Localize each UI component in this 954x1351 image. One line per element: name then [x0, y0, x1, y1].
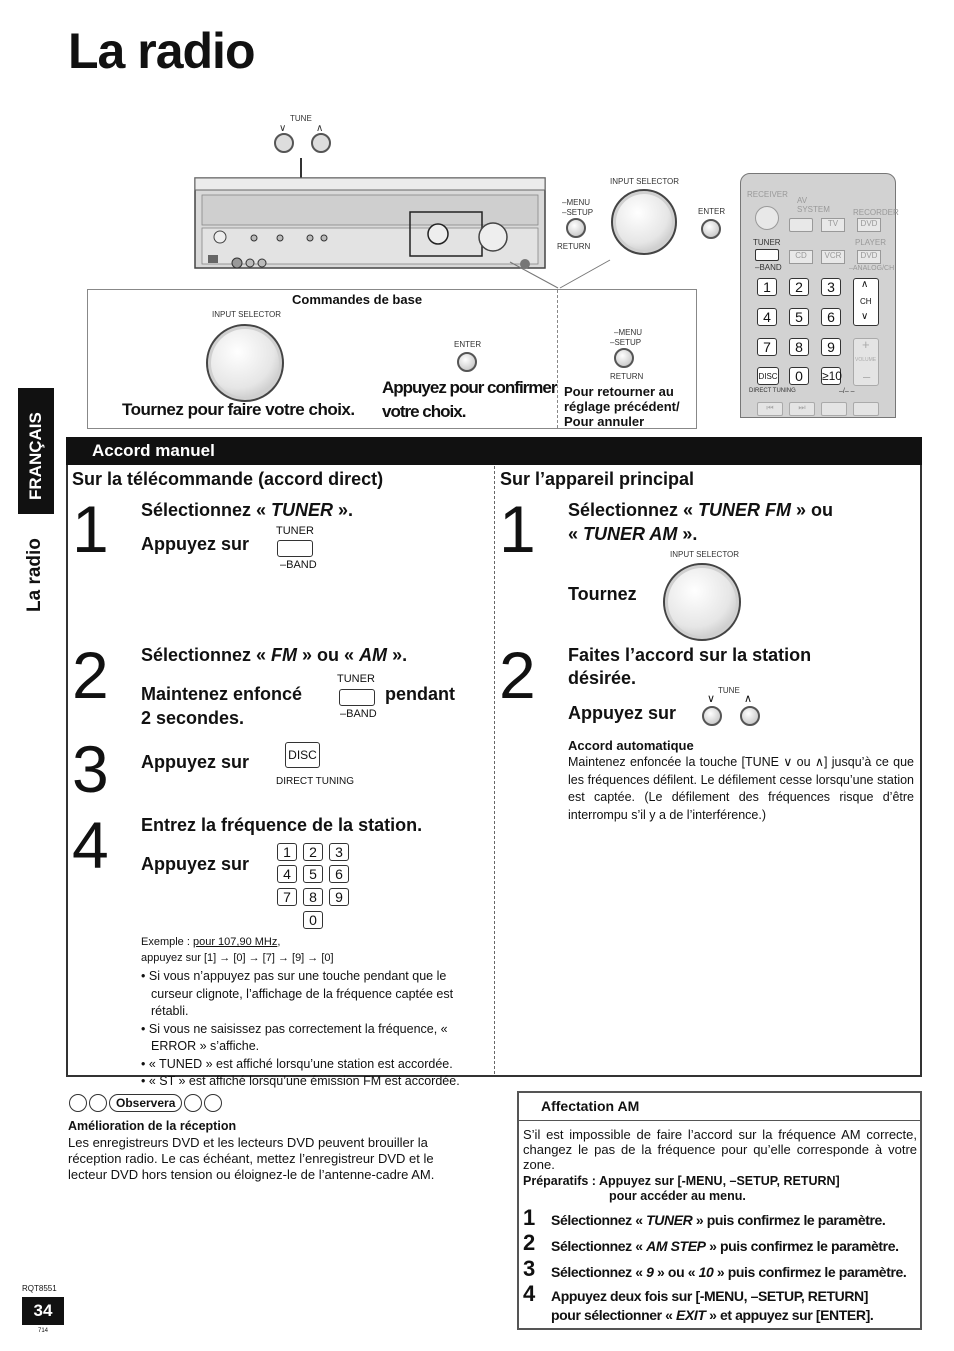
left-step4-number: 4	[72, 808, 109, 882]
remote-recorder-label: RECORDER	[853, 208, 899, 217]
left-step3-key-bottom: DIRECT TUNING	[276, 776, 354, 787]
remote-key-3[interactable]: 3	[821, 278, 841, 296]
circle-deco-icon	[184, 1094, 202, 1112]
remote-key-10[interactable]: ≥10	[822, 369, 842, 383]
left-step2-key-top: TUNER	[337, 673, 375, 685]
right-step2-line2: désirée.	[568, 668, 637, 688]
bc-enter-label: ENTER	[454, 340, 482, 349]
tune-down-icon: ∨	[707, 693, 716, 705]
tune-down-button[interactable]	[702, 706, 722, 726]
remote-disc-button[interactable]: DISC	[757, 367, 779, 385]
tune-up-button[interactable]	[740, 706, 760, 726]
bullet-4: • « ST » est affiché lorsqu’une émission FM est accordée.	[141, 1074, 460, 1088]
num-key-6[interactable]: 6	[329, 865, 349, 883]
skip-back-icon[interactable]: ⏮	[757, 402, 783, 416]
bc-menu-button[interactable]	[614, 348, 634, 368]
am-step1-text: Sélectionnez « TUNER » puis confirmez le paramètre.	[551, 1212, 886, 1228]
remote-cd-button[interactable]: CD	[789, 250, 813, 264]
bullet-1: • Si vous n’appuyez pas sur une touche pendant que le curseur clignote, l’affichage de la fréquence captée est rétabli.	[141, 969, 454, 1018]
top-setup-label: –SETUP	[562, 208, 594, 217]
manual-tuning-header	[66, 437, 922, 465]
num-key-2[interactable]: 2	[303, 843, 323, 861]
remote-volume-rocker[interactable]	[853, 338, 879, 386]
volume-up-icon: +	[862, 337, 870, 352]
top-return-label: RETURN	[557, 242, 591, 251]
left-step1-line2: Appuyez sur	[141, 534, 250, 554]
basic-controls-heading: Commandes de base	[292, 292, 423, 307]
num-key-5[interactable]: 5	[303, 865, 323, 883]
bullet-3: • « TUNED » est affiché lorsqu’une station est accordée.	[141, 1056, 453, 1071]
left-step3-number: 3	[72, 732, 109, 806]
left-heading: Sur la télécommande (accord direct)	[72, 469, 384, 489]
left-step1-number: 1	[72, 492, 109, 566]
page-title: La radio	[68, 23, 255, 79]
observe-badge	[69, 1094, 222, 1112]
bc-setup-label: –SETUP	[610, 338, 642, 347]
bc-turn-text: Tournez pour faire votre choix.	[122, 400, 355, 419]
footer-small: 714	[38, 1328, 49, 1334]
callout-lines	[480, 230, 650, 290]
right-step1-line3: Tournez	[568, 584, 637, 604]
remote-dash-label: –/– –	[839, 388, 855, 395]
remote-button-extra[interactable]	[821, 402, 847, 416]
bc-return-label: RETURN	[610, 372, 644, 381]
remote-receiver-label: RECEIVER	[747, 190, 788, 199]
am-step2-number: 2	[523, 1230, 536, 1255]
remote-button-extra2[interactable]	[853, 402, 879, 416]
right-heading: Sur l’appareil principal	[500, 469, 695, 489]
circle-deco-icon	[69, 1094, 87, 1112]
bc-menu-label: –MENU	[614, 328, 643, 337]
num-key-4[interactable]: 4	[277, 865, 297, 883]
av-power-button[interactable]	[789, 218, 813, 232]
right-step2-line3: Appuyez sur	[568, 703, 677, 723]
right-step2-tune-label: TUNE	[718, 686, 740, 695]
remote-tv-button[interactable]: TV	[821, 218, 845, 232]
sidebar-language-tab	[18, 388, 54, 514]
example-line1: Exemple : pour 107,90 MHz,	[141, 936, 281, 948]
remote-dvd2-button[interactable]: DVD	[857, 250, 881, 264]
tuner-band-key-2[interactable]	[339, 689, 375, 706]
left-step2-line2b: pendant	[385, 684, 455, 704]
tuner-band-key[interactable]	[277, 540, 313, 557]
remote-vcr-button[interactable]: VCR	[821, 250, 845, 264]
sidebar-section: La radio	[24, 538, 45, 612]
am-step3-text: Sélectionnez « 9 » ou « 10 » puis confirmez le paramètre.	[551, 1264, 907, 1280]
remote-key-1[interactable]: 1	[757, 278, 777, 296]
svg-text:∧: ∧	[316, 123, 324, 134]
remote-key-6[interactable]: 6	[821, 308, 841, 326]
am-step4-number: 4	[523, 1281, 536, 1306]
bc-input-selector-knob[interactable]	[206, 324, 284, 402]
remote-volume-label: VOLUME	[855, 357, 877, 363]
remote-direct-tuning-label: DIRECT TUNING	[749, 388, 796, 394]
remote-key-4[interactable]: 4	[757, 308, 777, 326]
tune-up-icon: ∧	[744, 693, 753, 705]
am-step4-line1: Appuyez deux fois sur [-MENU, –SETUP, RETURN]	[551, 1288, 869, 1304]
left-step4-line2: Appuyez sur	[141, 854, 250, 874]
left-step2-line1: Sélectionnez « FM » ou « AM ».	[141, 645, 408, 665]
volume-down-icon: –	[863, 369, 871, 384]
right-step2-number: 2	[499, 638, 536, 712]
left-step2-number: 2	[72, 638, 109, 712]
remote-key-5[interactable]: 5	[789, 308, 809, 326]
am-step2-text: Sélectionnez « AM STEP » puis confirmez le paramètre.	[551, 1238, 899, 1254]
am-prep: Préparatifs : Appuyez sur [-MENU, –SETUP, RETURN]	[523, 1174, 840, 1188]
footer-code: RQT8551	[22, 1284, 57, 1293]
top-input-selector-label: INPUT SELECTOR	[610, 177, 680, 186]
left-step3-line1: Appuyez sur	[141, 752, 250, 772]
top-enter-button[interactable]	[701, 219, 721, 239]
remote-tuner-button[interactable]	[755, 249, 779, 261]
right-step2-line1: Faites l’accord sur la station	[568, 645, 812, 665]
manual-divider	[494, 466, 495, 1074]
bc-divider	[557, 290, 558, 428]
tune-label: TUNE	[290, 114, 312, 123]
remote-key-7[interactable]: 7	[757, 338, 777, 356]
page-number: 34	[22, 1297, 64, 1325]
example-line2: appuyez sur [1] → [0] → [7] → [9] → [0]	[141, 952, 334, 964]
power-button[interactable]	[755, 206, 779, 230]
right-step1-line1: Sélectionnez « TUNER FM » ou	[568, 500, 834, 520]
observe-label: Observera	[109, 1094, 182, 1112]
num-key-0[interactable]: 0	[303, 911, 323, 929]
left-step2-line3: 2 secondes.	[141, 708, 245, 728]
sidebar-language: FRANÇAIS	[26, 412, 45, 500]
remote-dvd-button[interactable]: DVD	[857, 218, 881, 232]
bc-confirm-text: Appuyez pour confirmer votre choix.	[382, 378, 557, 421]
num-key-7[interactable]: 7	[277, 888, 297, 906]
am-prep2: pour accéder au menu.	[609, 1189, 746, 1203]
bc-input-selector-label: INPUT SELECTOR	[212, 310, 282, 319]
right-step1-line2: « TUNER AM ».	[568, 524, 698, 544]
num-key-9[interactable]: 9	[329, 888, 349, 906]
remote-control	[740, 173, 899, 418]
bullet-list	[141, 968, 491, 1091]
remote-key-0[interactable]: 0	[789, 367, 809, 385]
svg-text:∨: ∨	[279, 123, 287, 134]
remote-av-system-label: AV SYSTEM	[797, 196, 830, 214]
manual-tuning-title: Accord manuel	[92, 441, 215, 460]
remote-tuner-label: TUNER	[753, 238, 781, 247]
num-key-1[interactable]: 1	[277, 843, 297, 861]
observe-text: Les enregistreurs DVD et les lecteurs DVD peuvent brouiller la réception radio. Le cas échéant, mettez l’enregistreur DVD et le lecteur DVD hors tension ou éloignez-le de l’antenne-cadre AM.	[68, 1135, 435, 1182]
remote-analog-label: –ANALOG/CH	[849, 265, 895, 272]
left-step2-line2a: Maintenez enfoncé	[141, 684, 303, 704]
remote-key-2[interactable]: 2	[789, 278, 809, 296]
left-step1-key-top: TUNER	[276, 525, 314, 537]
am-step4-line2: pour sélectionner « EXIT » et appuyez sur [ENTER].	[551, 1307, 874, 1323]
remote-player-label: PLAYER	[855, 238, 886, 247]
bc-enter-button[interactable]	[457, 352, 477, 372]
input-selector-knob-step[interactable]	[663, 563, 741, 641]
remote-band-label: –BAND	[755, 263, 782, 272]
left-step2-key-bottom: –BAND	[340, 708, 377, 720]
ch-down-icon: ∨	[861, 311, 869, 322]
remote-key-9[interactable]: 9	[821, 338, 841, 356]
bullet-2: • Si vous ne saisissez pas correctement la fréquence, « ERROR » s’affiche.	[141, 1021, 448, 1053]
remote-ch-label: CH	[860, 297, 872, 306]
am-assign-header: Affectation AM	[541, 1098, 640, 1114]
am-assign-header-bar	[519, 1093, 920, 1121]
remote-ch-rocker[interactable]	[853, 278, 879, 326]
am-step3-number: 3	[523, 1256, 536, 1281]
top-menu-label: –MENU	[562, 198, 591, 207]
basic-controls-box	[87, 289, 697, 429]
auto-tuning-text: Maintenez enfoncée la touche [TUNE ∨ ou ∧] jusqu’à ce que les fréquences défilent. Le défilement cesse lorsqu’une station est captée. (Le défilement des fréquences risque d’être interrompu s’il y a de l’interférence.)	[568, 755, 914, 822]
left-step1-line1: Sélectionnez « TUNER ».	[141, 500, 354, 520]
skip-forward-icon[interactable]: ⏭	[789, 402, 815, 416]
right-step1-knob-label: INPUT SELECTOR	[670, 550, 740, 559]
left-step1-key-bottom: –BAND	[280, 559, 317, 571]
circle-deco-icon	[204, 1094, 222, 1112]
am-assign-intro: S’il est impossible de faire l’accord sur la fréquence AM correcte, changez le pas de la fréquence pour qu’elle corresponde à votre zone.	[523, 1127, 917, 1172]
left-step4-line1: Entrez la fréquence de la station.	[141, 815, 423, 835]
remote-key-8[interactable]: 8	[789, 338, 809, 356]
ch-up-icon: ∧	[861, 279, 869, 290]
disc-key[interactable]: DISC	[285, 742, 320, 768]
circle-deco-icon	[89, 1094, 107, 1112]
auto-tuning-heading: Accord automatique	[568, 738, 694, 753]
num-key-3[interactable]: 3	[329, 843, 349, 861]
num-key-8[interactable]: 8	[303, 888, 323, 906]
right-step1-number: 1	[499, 492, 536, 566]
bc-return-text: Pour retourner au réglage précédent/ Pour annuler	[564, 384, 680, 429]
top-enter-label: ENTER	[698, 207, 726, 216]
observe-heading: Amélioration de la réception	[68, 1119, 237, 1133]
am-step1-number: 1	[523, 1205, 536, 1230]
am-assign-box	[517, 1091, 922, 1330]
